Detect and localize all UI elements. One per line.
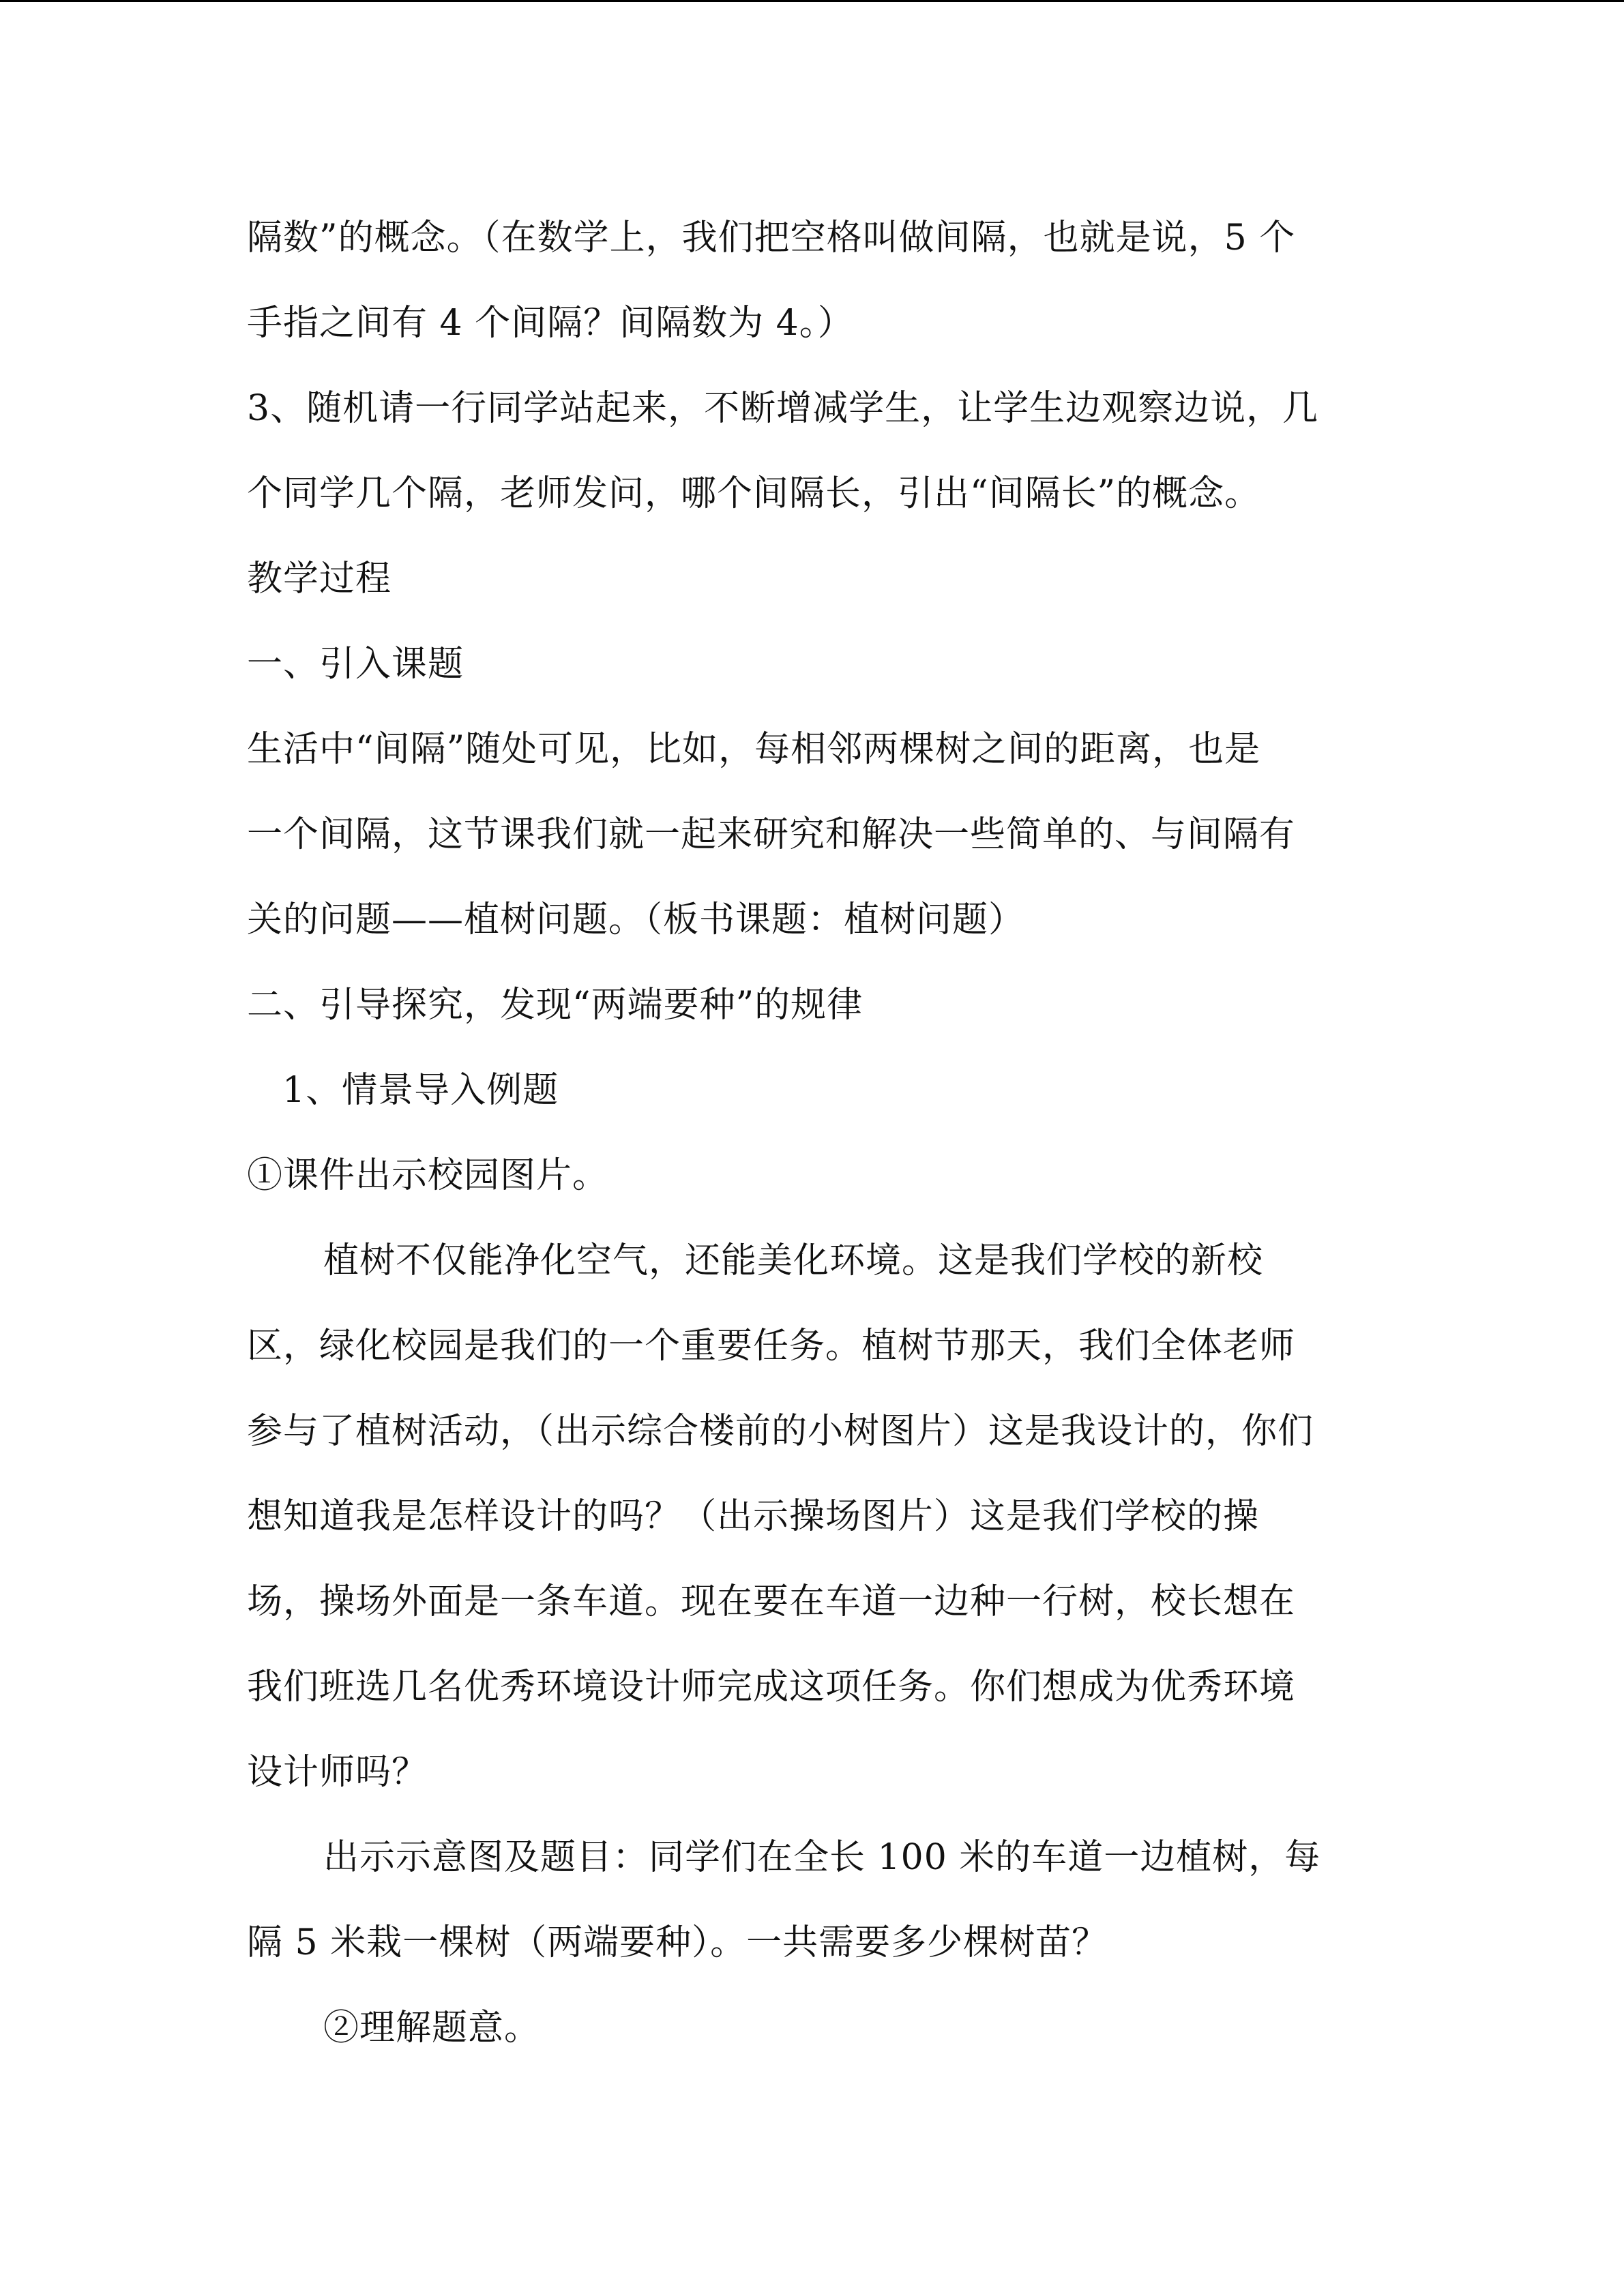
text-line: 场，操场外面是一条车道。现在要在车道一边种一行树，校长想在 bbox=[247, 1581, 1296, 1622]
section-heading: 一、引入课题 bbox=[247, 644, 464, 685]
section-heading: 二、引导探究，发现“两端要种”的规律 bbox=[247, 985, 863, 1026]
text-line: 隔数”的概念。（在数学上，我们把空格叫做间隔，也就是说，5 个 bbox=[247, 218, 1296, 258]
paragraph-start: ②理解题意。 bbox=[323, 2008, 541, 2048]
text-line: 手指之间有 4 个间隔？间隔数为 4。） bbox=[247, 303, 854, 344]
text-line: 设计师吗？ bbox=[247, 1752, 428, 1793]
text-line: 个同学几个隔，老师发问，哪个间隔长，引出“间隔长”的概念。 bbox=[247, 473, 1261, 514]
subsection-heading: 1、情景导入例题 bbox=[282, 1070, 559, 1111]
text-line: ①课件出示校园图片。 bbox=[247, 1155, 609, 1196]
paragraph-start: 植树不仅能净化空气，还能美化环境。这是我们学校的新校 bbox=[323, 1240, 1264, 1281]
text-line: 关的问题——植树问题。（板书课题：植树问题） bbox=[247, 899, 1025, 940]
section-heading: 教学过程 bbox=[247, 558, 392, 599]
text-line: 想知道我是怎样设计的吗？（出示操场图片）这是我们学校的操 bbox=[247, 1496, 1260, 1537]
text-line: 参与了植树活动，（出示综合楼前的小树图片）这是我设计的，你们 bbox=[247, 1411, 1314, 1452]
text-line: 区，绿化校园是我们的一个重要任务。植树节那天，我们全体老师 bbox=[247, 1326, 1296, 1367]
text-line: 我们班选几名优秀环境设计师完成这项任务。你们想成为优秀环境 bbox=[247, 1667, 1296, 1708]
text-line: 隔 5 米栽一棵树（两端要种）。一共需要多少棵树苗？ bbox=[247, 1922, 1108, 1963]
page-top-border bbox=[0, 0, 1624, 2]
text-line: 3、随机请一行同学站起来，不断增减学生，让学生边观察边说，几 bbox=[247, 388, 1319, 429]
text-line: 生活中“间隔”随处可见，比如，每相邻两棵树之间的距离，也是 bbox=[247, 729, 1261, 770]
paragraph-start: 出示示意图及题目：同学们在全长 100 米的车道一边植树，每 bbox=[323, 1837, 1321, 1878]
text-line: 一个间隔，这节课我们就一起来研究和解决一些简单的、与间隔有 bbox=[247, 814, 1296, 855]
document-page bbox=[247, 196, 1379, 2071]
